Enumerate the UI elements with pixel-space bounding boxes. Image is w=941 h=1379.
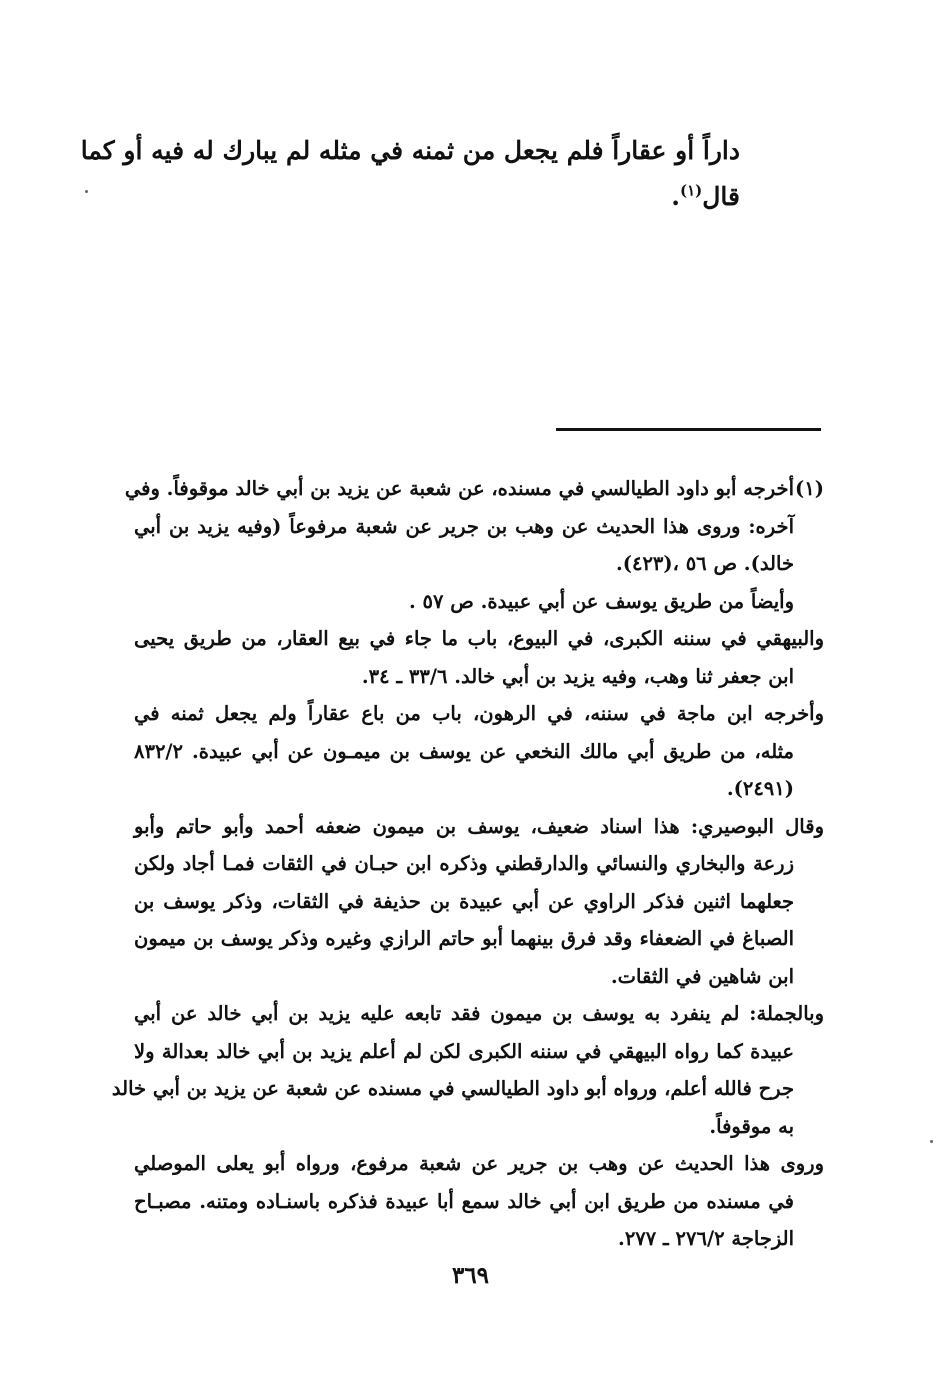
footnote-line: آخره: وروى هذا الحديث عن وهب بن جرير عن شعبة مرفوعاً (وفيه يزيد بن أبي [134, 514, 794, 538]
scan-speck [930, 1140, 933, 1143]
main-text-line-1: داراً أو عقاراً فلم يجعل من ثمنه في مثله لم يبارك له فيه أو كما [80, 136, 740, 165]
footnote-line: ابن جعفر ثنا وهب، وفيه يزيد بن أبي خالد. ٣٣/٦ ـ ٣٤. [361, 664, 794, 688]
main-text-line-2 [128, 174, 740, 220]
footnote-line: عبيدة كما رواه البيهقي في سننه الكبرى لكن لم أعلم يزيد بن أبي خالد بعدالة ولا [134, 1039, 794, 1063]
footnote-line: ابن شاهين في الثقات. [610, 964, 794, 988]
footnote-line: جرح فالله أعلم، ورواه أبو داود الطيالسي في مسنده عن شعبة عن يزيد بن أبي خالد [111, 1077, 794, 1100]
main-text-line-2-text: قال [702, 182, 740, 211]
footnote-line [124, 470, 824, 508]
footnote-line-text: أخرجه أبو داود الطيالسي في مسنده، عن شعبة عن يزيد بن أبي خالد موقوفاً. وفي [124, 477, 794, 500]
footnote-line: الصباغ في الضعفاء وقد فرق بينهما أبو حاتم الرازي وغيره وذكر يوسف بن ميمون [134, 927, 794, 950]
scan-speck [85, 190, 88, 193]
footnote-block [111, 470, 824, 1258]
footnote-line: في مسنده من طريق ابن أبي خالد سمع أبا عبيدة فذكره باسنـاده ومتنه. مصبـاح [134, 1189, 794, 1213]
footnote-line: وأيضاً من طريق يوسف عن أبي عبيدة. ص ٥٧ . [408, 589, 794, 613]
footnote-line: به موقوفاً. [709, 1114, 794, 1138]
footnote-marker: (١) [795, 477, 824, 500]
footnote-paragraph-7 [134, 1145, 824, 1258]
main-text [80, 128, 740, 220]
footnote-paragraph-4 [134, 695, 824, 808]
footnote-reference[interactable]: (١) [679, 181, 703, 200]
footnote-line: وأخرجه ابن ماجة في سننه، في الرهون، باب من باع عقاراً ولم يجعل ثمنه في [134, 702, 824, 725]
footnote-line: جعلهما اثنين فذكر الراوي عن أبي عبيدة بن حذيفة في الثقات، وذكر يوسف بن [134, 889, 794, 913]
footnote-paragraph-1 [124, 470, 824, 583]
footnote-line: والبيهقي في سننه الكبرى، في البيوع، باب ما جاء في بيع العقار، من طريق يحيى [134, 627, 824, 650]
footnote-paragraph-2 [134, 583, 824, 621]
footnote-line: وقال البوصيري: هذا اسناد ضعيف، يوسف بن ميمون ضعفه أحمد وأبو حاتم وأبو [134, 814, 824, 838]
main-text-end-mark: . [671, 182, 680, 211]
footnote-paragraph-6 [111, 995, 824, 1145]
footnote-line: (٢٤٩١). [726, 777, 794, 800]
footnote-line: الزجاجة ٢٧٦/٢ ـ ٢٧٧. [618, 1227, 794, 1250]
page-number: ٣٦٩ [451, 1262, 490, 1289]
footnote-line: وروى هذا الحديث عن وهب بن جرير عن شعبة مرفوع، ورواه أبو يعلى الموصلي [134, 1152, 824, 1175]
footnote-line: مثله، من طريق أبي مالك النخعي عن يوسف بن ميمـون عن أبي عبيدة. ٨٣٢/٢ [134, 739, 794, 763]
footnote-paragraph-3 [134, 620, 824, 695]
footnote-line: زرعة والبخاري والنسائي والدارقطني وذكره ابن حبـان في الثقات فمـا أجاد ولكن [134, 852, 794, 875]
footnote-line: وبالجملة: لم ينفرد به يوسف بن ميمون فقد تابعه عليه يزيد بن أبي خالد عن أبي [134, 1002, 824, 1025]
footnote-separator-rule [556, 428, 821, 431]
footnote-paragraph-5 [134, 808, 824, 996]
footnote-line: خالد). ص ٥٦ ،(٤٢٣). [615, 552, 794, 575]
